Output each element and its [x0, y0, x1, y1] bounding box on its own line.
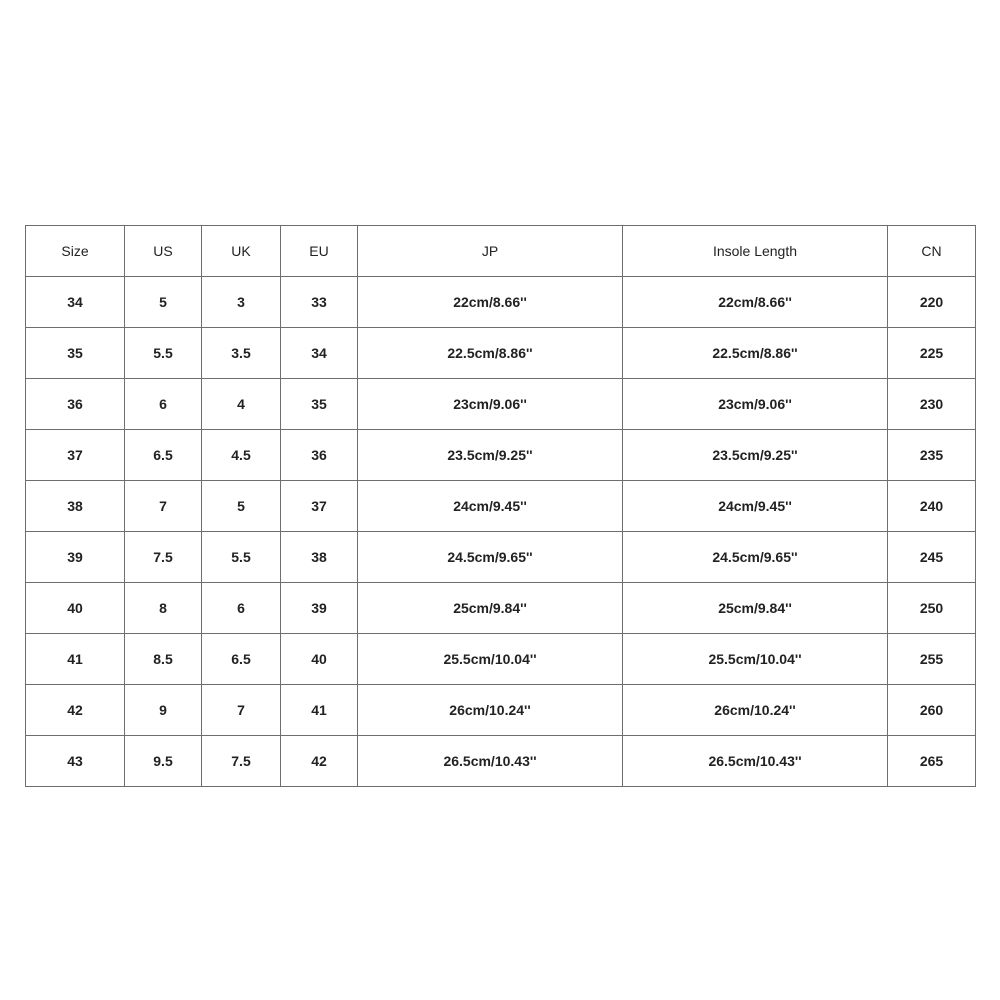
column-header-uk: UK	[202, 226, 281, 277]
cell-eu: 41	[281, 685, 358, 736]
table-row	[26, 736, 976, 787]
cell-insole-length: 22.5cm/8.86''	[623, 328, 888, 379]
cell-cn: 235	[888, 430, 976, 481]
table-row	[26, 277, 976, 328]
cell-insole-length: 26cm/10.24''	[623, 685, 888, 736]
cell-eu: 40	[281, 634, 358, 685]
cell-cn: 230	[888, 379, 976, 430]
cell-eu: 36	[281, 430, 358, 481]
cell-cn: 255	[888, 634, 976, 685]
cell-insole-length: 25cm/9.84''	[623, 583, 888, 634]
cell-uk: 5	[202, 481, 281, 532]
cell-jp: 24.5cm/9.65''	[358, 532, 623, 583]
cell-eu: 33	[281, 277, 358, 328]
cell-jp: 25cm/9.84''	[358, 583, 623, 634]
column-header-jp: JP	[358, 226, 623, 277]
cell-cn: 240	[888, 481, 976, 532]
cell-cn: 250	[888, 583, 976, 634]
cell-size: 36	[26, 379, 125, 430]
cell-cn: 260	[888, 685, 976, 736]
cell-size: 38	[26, 481, 125, 532]
table-row	[26, 583, 976, 634]
size-chart-header	[26, 226, 976, 277]
cell-uk: 7	[202, 685, 281, 736]
cell-insole-length: 25.5cm/10.04''	[623, 634, 888, 685]
cell-eu: 39	[281, 583, 358, 634]
cell-us: 8	[125, 583, 202, 634]
cell-us: 9.5	[125, 736, 202, 787]
cell-size: 35	[26, 328, 125, 379]
cell-cn: 220	[888, 277, 976, 328]
cell-eu: 35	[281, 379, 358, 430]
cell-uk: 4	[202, 379, 281, 430]
cell-jp: 22.5cm/8.86''	[358, 328, 623, 379]
cell-us: 7	[125, 481, 202, 532]
cell-uk: 5.5	[202, 532, 281, 583]
table-row	[26, 481, 976, 532]
cell-us: 8.5	[125, 634, 202, 685]
table-row	[26, 379, 976, 430]
cell-jp: 25.5cm/10.04''	[358, 634, 623, 685]
column-header-insole-length: Insole Length	[623, 226, 888, 277]
cell-uk: 3	[202, 277, 281, 328]
table-row	[26, 685, 976, 736]
cell-uk: 3.5	[202, 328, 281, 379]
cell-insole-length: 24cm/9.45''	[623, 481, 888, 532]
table-row	[26, 430, 976, 481]
header-row	[26, 226, 976, 277]
cell-size: 42	[26, 685, 125, 736]
column-header-cn: CN	[888, 226, 976, 277]
cell-us: 5.5	[125, 328, 202, 379]
cell-insole-length: 23.5cm/9.25''	[623, 430, 888, 481]
cell-eu: 37	[281, 481, 358, 532]
cell-size: 43	[26, 736, 125, 787]
cell-uk: 6	[202, 583, 281, 634]
cell-insole-length: 24.5cm/9.65''	[623, 532, 888, 583]
table-row	[26, 532, 976, 583]
column-header-us: US	[125, 226, 202, 277]
cell-size: 34	[26, 277, 125, 328]
cell-size: 37	[26, 430, 125, 481]
table-row	[26, 634, 976, 685]
cell-cn: 245	[888, 532, 976, 583]
table-row	[26, 328, 976, 379]
cell-us: 9	[125, 685, 202, 736]
cell-us: 7.5	[125, 532, 202, 583]
size-chart-body	[26, 277, 976, 787]
cell-size: 39	[26, 532, 125, 583]
cell-jp: 24cm/9.45''	[358, 481, 623, 532]
cell-insole-length: 26.5cm/10.43''	[623, 736, 888, 787]
column-header-size: Size	[26, 226, 125, 277]
cell-jp: 26cm/10.24''	[358, 685, 623, 736]
column-header-eu: EU	[281, 226, 358, 277]
cell-eu: 34	[281, 328, 358, 379]
size-chart-table	[25, 225, 976, 787]
cell-us: 6	[125, 379, 202, 430]
cell-jp: 23.5cm/9.25''	[358, 430, 623, 481]
cell-uk: 6.5	[202, 634, 281, 685]
cell-cn: 265	[888, 736, 976, 787]
cell-size: 41	[26, 634, 125, 685]
cell-jp: 23cm/9.06''	[358, 379, 623, 430]
cell-cn: 225	[888, 328, 976, 379]
cell-size: 40	[26, 583, 125, 634]
cell-us: 6.5	[125, 430, 202, 481]
cell-uk: 4.5	[202, 430, 281, 481]
cell-jp: 26.5cm/10.43''	[358, 736, 623, 787]
cell-us: 5	[125, 277, 202, 328]
cell-eu: 38	[281, 532, 358, 583]
cell-eu: 42	[281, 736, 358, 787]
cell-uk: 7.5	[202, 736, 281, 787]
cell-insole-length: 23cm/9.06''	[623, 379, 888, 430]
cell-jp: 22cm/8.66''	[358, 277, 623, 328]
cell-insole-length: 22cm/8.66''	[623, 277, 888, 328]
